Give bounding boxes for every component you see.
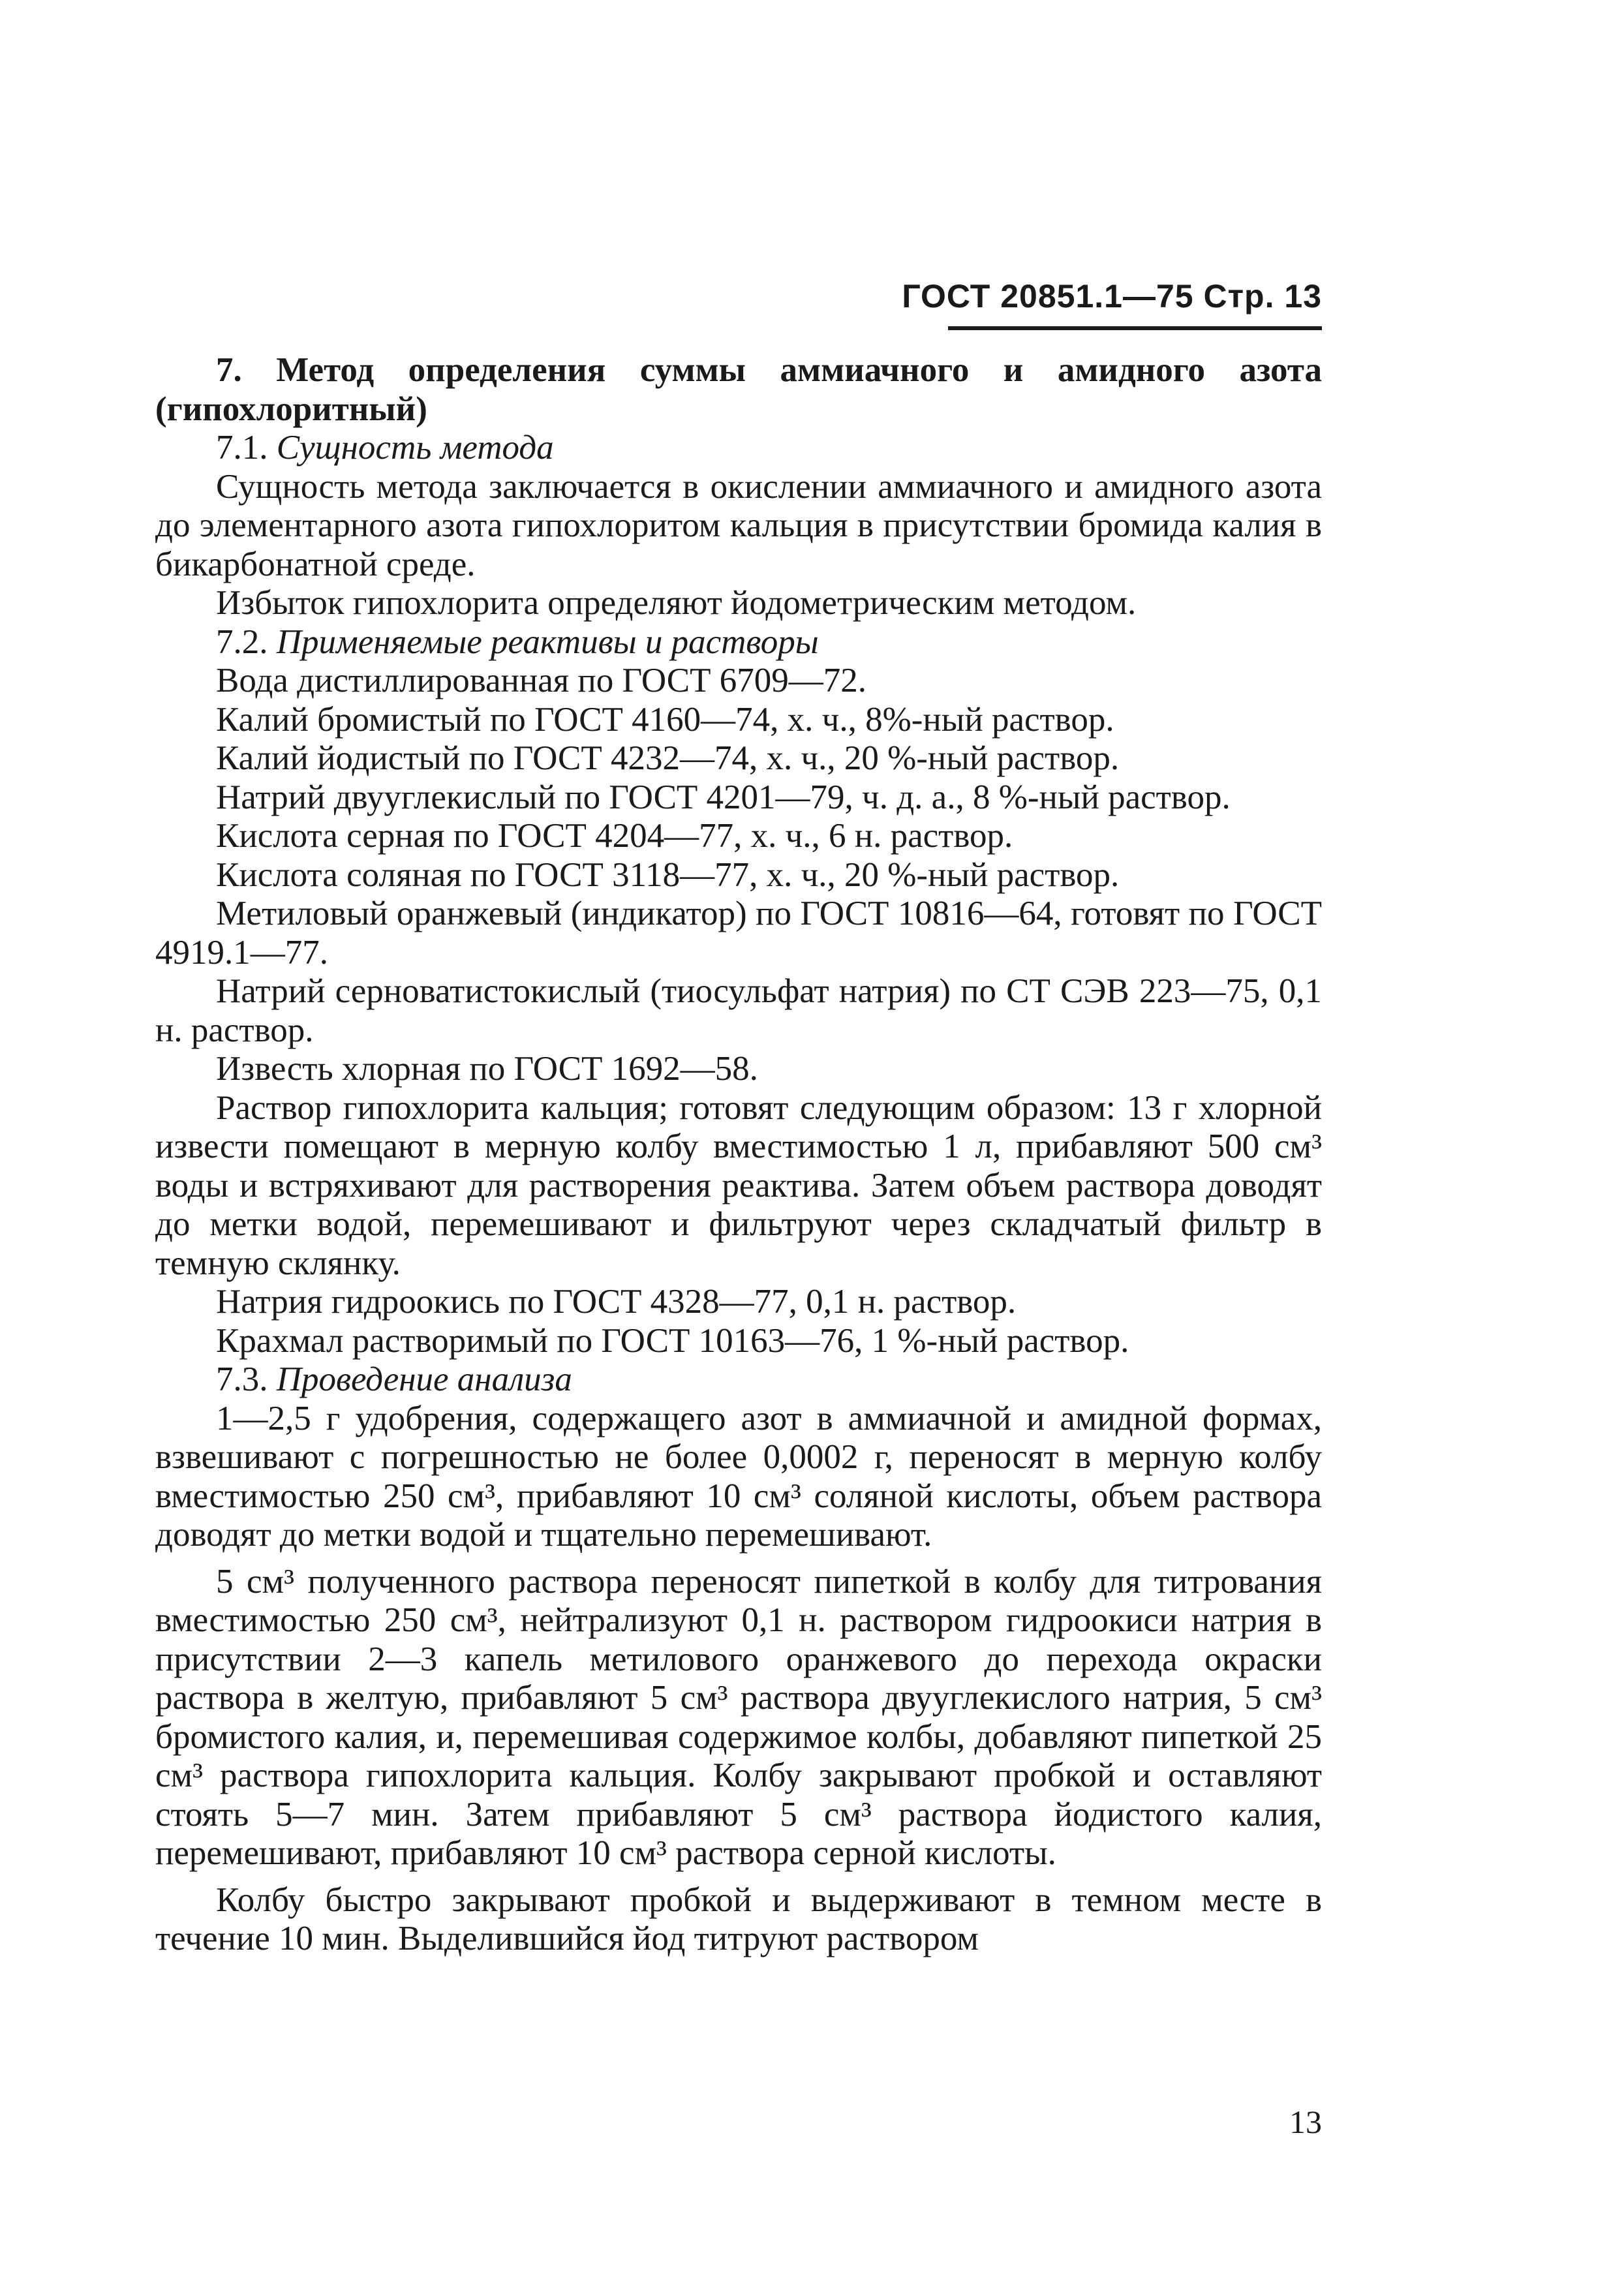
section-7-3-heading bbox=[155, 1360, 1322, 1400]
reagent-item: Раствор гипохлорита кальция; готовят следующим образом: 13 г хлорной извести помещают в мерную колбу вместимостью 1 л, прибавляют 500 см³ воды и встряхивают для растворения реактива. Затем объем раствора доводят до метки водой, перемешивают и фильтруют через складчатый фильтр в темную склянку. bbox=[155, 1088, 1322, 1282]
reagent-item: Кислота серная по ГОСТ 4204—77, х. ч., 6 н. раствор. bbox=[216, 817, 1013, 855]
section-7-3-paragraph-1: 1—2,5 г удобрения, содержащего азот в аммиачной и амидной формах, взвешивают с погрешностью не более 0,0002 г, переносят в мерную колбу вместимостью 250 см³, прибавляют 10 см³ соляной кислоты, объем раствора доводят до метки водой и тщательно перемешивают. bbox=[155, 1399, 1322, 1554]
reagent-item: Натрий двууглекислый по ГОСТ 4201—79, ч. д. а., 8 %-ный раствор. bbox=[216, 778, 1231, 816]
reagent-item: Вода дистиллированная по ГОСТ 6709—72. bbox=[216, 662, 867, 699]
section-7-title: 7. Метод определения суммы аммиачного и амидного азота (гипохлоритный) bbox=[155, 351, 1322, 428]
section-7-3-paragraph-3: Колбу быстро закрывают пробкой и выдерживают в темном месте в течение 10 мин. Выделившийся йод титруют раствором bbox=[155, 1880, 1322, 1957]
reagent-item: Крахмал растворимый по ГОСТ 10163—76, 1 %-ный раствор. bbox=[216, 1321, 1129, 1360]
reagent-item: Известь хлорная по ГОСТ 1692—58. bbox=[216, 1050, 758, 1088]
reagent-item: Натрия гидроокись по ГОСТ 4328—77, 0,1 н. раствор. bbox=[216, 1283, 1017, 1321]
section-7-1-heading bbox=[155, 429, 1322, 468]
section-7-1-paragraph-2: Избыток гипохлорита определяют йодометрическим методом. bbox=[216, 584, 1137, 622]
section-7-1-number: 7.1. bbox=[216, 429, 268, 467]
page-header: ГОСТ 20851.1—75 Стр. 13 bbox=[902, 278, 1322, 314]
page-content bbox=[155, 351, 1322, 1959]
reagent-item: Калий бромистый по ГОСТ 4160—74, х. ч., 8%-ный раствор. bbox=[216, 700, 1114, 739]
section-7-3-paragraph-2: 5 см³ полученного раствора переносят пипеткой в колбу для титрования вместимостью 250 см³, нейтрализуют 0,1 н. раствором гидроокиси натрия в присутствии 2—3 капель метилового оранжевого до перехода окраски раствора в желтую, прибавляют 5 см³ раствора двууглекислого натрия, 5 см³ бромистого калия, и, перемешивая содержимое колбы, добавляют пипеткой 25 см³ раствора гипохлорита кальция. Колбу закрывают пробкой и оставляют стоять 5—7 мин. Затем прибавляют 5 см³ раствора йодистого калия, перемешивают, прибавляют 10 см³ раствора серной кислоты. bbox=[155, 1562, 1322, 1872]
section-7-3-title: Проведение анализа bbox=[276, 1360, 572, 1398]
section-7-3-number: 7.3. bbox=[216, 1360, 268, 1398]
reagent-item: Калий йодистый по ГОСТ 4232—74, х. ч., 20 %-ный раствор. bbox=[216, 739, 1120, 777]
header-rule bbox=[948, 326, 1322, 330]
section-7-1-paragraph-1: Сущность метода заключается в окислении аммиачного и амидного азота до элементарного азота гипохлоритом кальция в присутствии бромида калия в бикарбонатной среде. bbox=[155, 467, 1322, 583]
reagent-item: Кислота соляная по ГОСТ 3118—77, х. ч., 20 %-ный раствор. bbox=[216, 855, 1120, 894]
reagent-item: Натрий серноватистокислый (тиосульфат натрия) по СТ СЭВ 223—75, 0,1 н. раствор. bbox=[155, 972, 1322, 1049]
section-7-2-number: 7.2. bbox=[216, 622, 268, 661]
section-7-1-title: Сущность метода bbox=[276, 429, 554, 467]
page-number: 13 bbox=[1289, 2104, 1322, 2140]
reagent-item: Метиловый оранжевый (индикатор) по ГОСТ 10816—64, готовят по ГОСТ 4919.1—77. bbox=[155, 895, 1322, 972]
section-7-2-heading bbox=[155, 623, 1322, 662]
section-7-2-title: Применяемые реактивы и растворы bbox=[276, 622, 819, 661]
